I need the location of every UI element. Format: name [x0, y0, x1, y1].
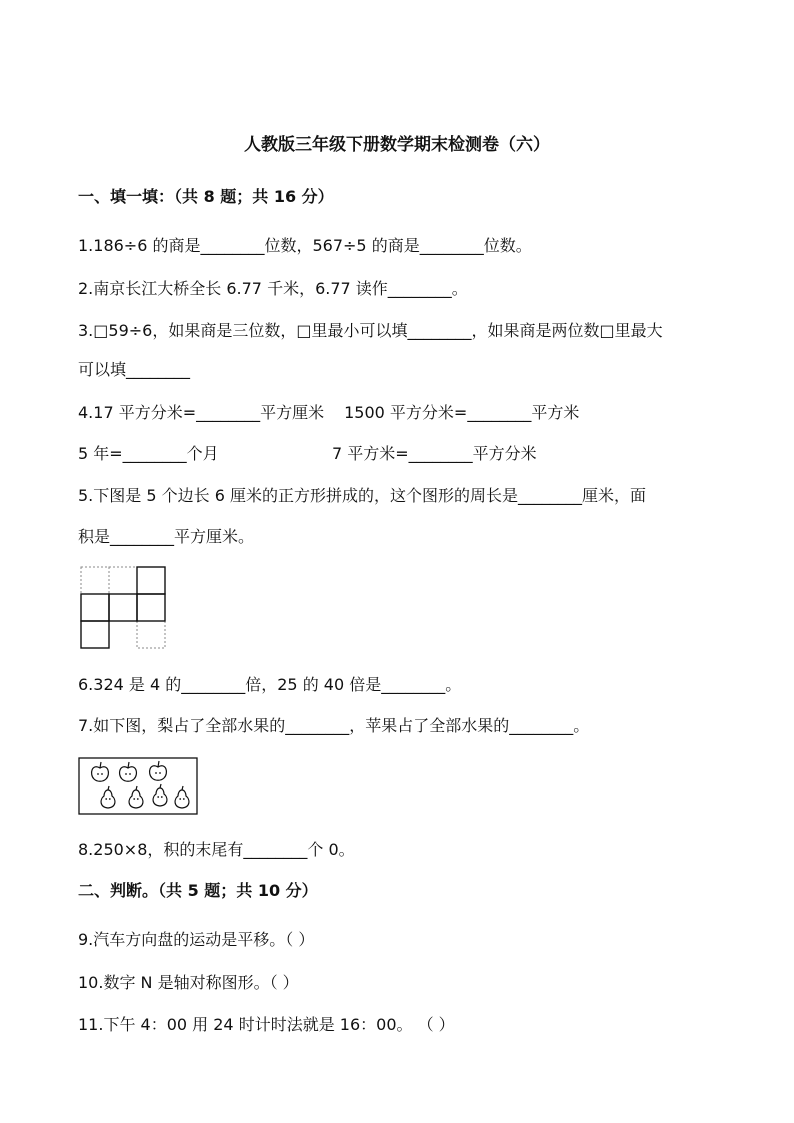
- grid-square: [81, 621, 109, 648]
- grid-cell-dashed: [81, 567, 109, 594]
- pear-icon: [175, 786, 189, 808]
- grid-square: [137, 594, 165, 621]
- apple-icon: [150, 761, 167, 780]
- question-4-line1: [78, 403, 579, 423]
- pear-icon: [101, 786, 115, 808]
- grid-cell-dashed: [137, 621, 165, 648]
- question-8: 8.250×8，积的末尾有________个 0。: [78, 840, 355, 859]
- section-heading-fill: 一、填一填：（共 8 题；共 16 分）: [78, 187, 334, 206]
- question-5-line1: 5.下图是 5 个边长 6 厘米的正方形拼成的，这个图形的周长是________厘米，面: [78, 486, 646, 505]
- fruit-figure: [78, 757, 200, 817]
- question-5-line2: 积是________平方厘米。: [78, 527, 255, 546]
- question-3-line2: 可以填________: [78, 360, 191, 379]
- question-2: 2.南京长江大桥全长 6.77 千米，6.77 读作________。: [78, 279, 468, 298]
- question-3-line1: 3.□59÷6，如果商是三位数，□里最小可以填________，如果商是两位数□里最大: [78, 321, 663, 340]
- grid-square: [109, 594, 137, 621]
- question-4-part-b: 1500 平方分米=________平方米: [344, 403, 580, 422]
- question-4-part-a: 4.17 平方分米=________平方厘米: [78, 403, 325, 422]
- question-4-part-c: 5 年=________个月: [78, 444, 219, 463]
- question-9: 9.汽车方向盘的运动是平移。（ ）: [78, 930, 315, 949]
- question-7: 7.如下图，梨占了全部水果的________，苹果占了全部水果的________。: [78, 716, 590, 735]
- grid-dashed-outline: [81, 567, 165, 648]
- square-grid-figure: [80, 566, 168, 650]
- page-title: 人教版三年级下册数学期末检测卷（六）: [244, 135, 550, 155]
- apple-icon: [92, 762, 109, 781]
- question-1: 1.186÷6 的商是________位数，567÷5 的商是________位数。: [78, 236, 532, 255]
- question-4-part-d: 7 平方米=________平方分米: [332, 444, 537, 463]
- question-6: 6.324 是 4 的________倍，25 的 40 倍是________。: [78, 675, 462, 694]
- apple-icon: [120, 762, 137, 781]
- grid-solid-squares: [81, 567, 165, 648]
- grid-cell-dashed: [109, 567, 137, 594]
- pear-icon: [129, 786, 143, 808]
- pear-icon: [153, 784, 167, 806]
- grid-square: [81, 594, 109, 621]
- apples-group: [92, 761, 167, 781]
- grid-square: [137, 567, 165, 594]
- pears-group: [101, 784, 189, 808]
- section-heading-judge: 二、判断。（共 5 题；共 10 分）: [78, 881, 318, 900]
- question-10: 10.数字 N 是轴对称图形。（ ）: [78, 973, 299, 992]
- question-11: 11.下午 4：00 用 24 时计时法就是 16：00。 （ ）: [78, 1015, 455, 1034]
- question-4-line2: [78, 444, 537, 464]
